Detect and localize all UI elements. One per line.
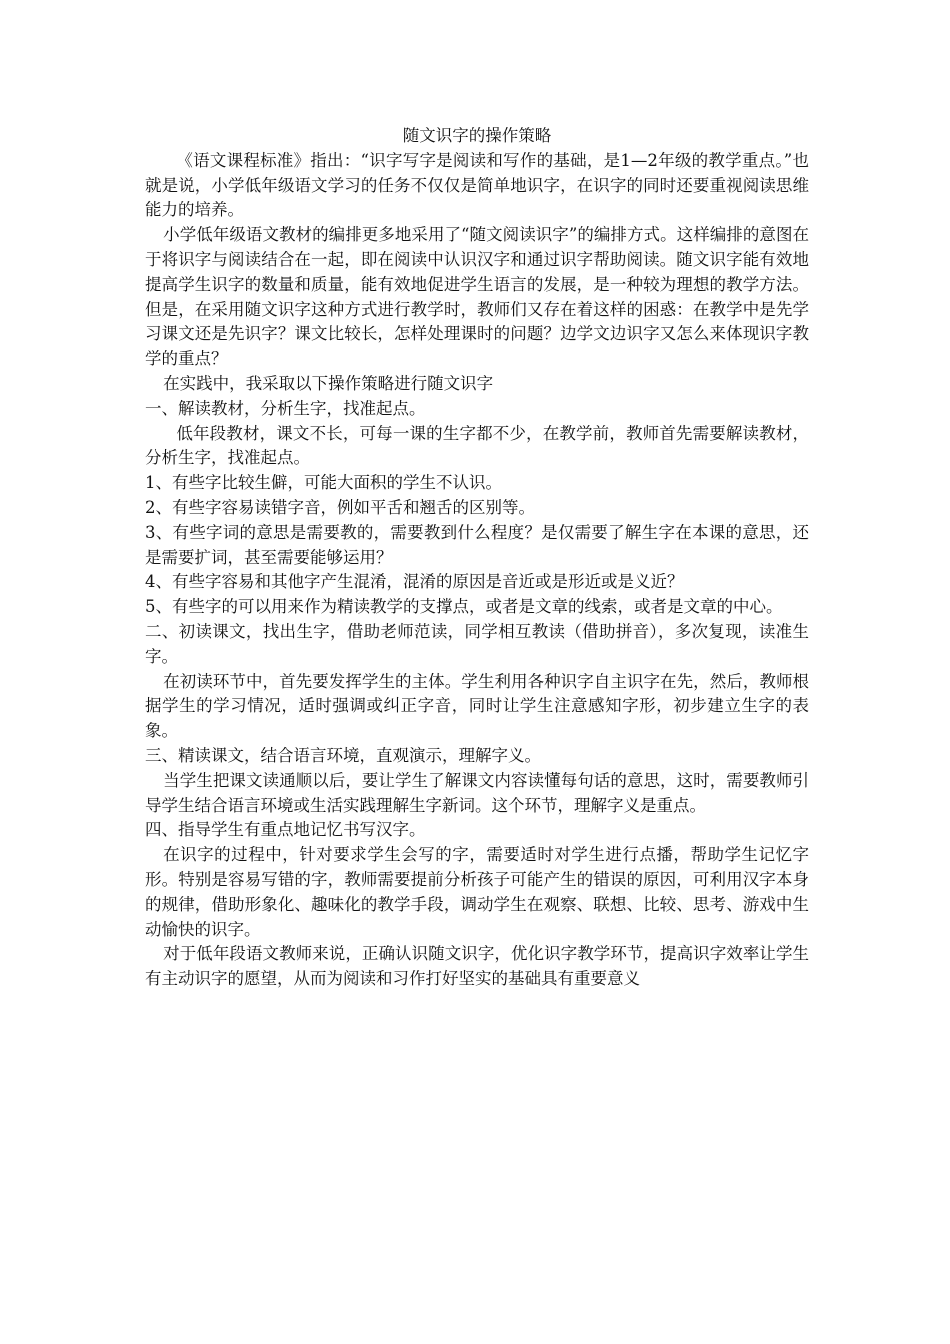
list-item-4: 4、有些字容易和其他字产生混淆，混淆的原因是音近或是形近或是义近？ bbox=[145, 572, 684, 592]
paragraph-section-2: 在初读环节中，首先要发挥学生的主体。学生利用各种识字自主识字在先，然后，教师根据学生的学习情况，适时强调或纠正字音，同时让学生注意感知字形，初步建立生字的表象。 bbox=[145, 671, 809, 741]
section-heading-2: 二、初读课文，找出生字，借助老师范读，同学相互教读（借助拼音），多次复现，读准生字。 bbox=[145, 621, 809, 666]
paragraph-intro: 《语文课程标准》指出：“识字写字是阅读和写作的基础，是1—2年级的教学重点。”也就是说，小学低年级语文学习的任务不仅仅是简单地识字，在识字的同时还要重视阅读思维能力的培养。 bbox=[145, 150, 809, 220]
paragraph-conclusion: 对于低年段语文教师来说，正确认识随文识字，优化识字教学环节，提高识字效率让学生有主动识字的愿望，从而为阅读和习作打好坚实的基础具有重要意义 bbox=[145, 944, 809, 989]
list-item-2: 2、有些字容易读错字音，例如平舌和翘舌的区别等。 bbox=[145, 497, 535, 517]
list-item-1: 1、有些字比较生僻，可能大面积的学生不认识。 bbox=[145, 473, 502, 493]
list-item-3: 3、有些字词的意思是需要教的，需要教到什么程度？是仅需要了解生字在本课的意思，还是需要扩词，甚至需要能够运用？ bbox=[145, 522, 809, 567]
document-title: 随文识字的操作策略 bbox=[402, 126, 552, 145]
paragraph-section-3: 当学生把课文读通顺以后，要让学生了解课文内容读懂每句话的意思，这时，需要教师引导学生结合语言环境或生活实践理解生字新词。这个环节，理解字义是重点。 bbox=[145, 770, 809, 815]
section-heading-4: 四、指导学生有重点地记忆书写汉字。 bbox=[145, 820, 426, 840]
paragraph-section-1: 低年段教材，课文不长，可每一课的生字都不少，在教学前，教师首先需要解读教材，分析生字，找准起点。 bbox=[145, 423, 809, 468]
paragraph-practice: 在实践中，我采取以下操作策略进行随文识字 bbox=[163, 373, 494, 393]
section-heading-1: 一、解读教材，分析生字，找准起点。 bbox=[145, 398, 426, 418]
section-heading-3: 三、精读课文，结合语言环境，直观演示，理解字义。 bbox=[145, 745, 541, 765]
paragraph-background: 小学低年级语文教材的编排更多地采用了“随文阅读识字”的编排方式。这样编排的意图在于将识字与阅读结合在一起，即在阅读中认识汉字和通过识字帮助阅读。随文识字能有效地提高学生识字的数量和质量，能有效地促进学生语言的发展，是一种较为理想的教学方法。但是，在采用随文识字这种方式进行教学时，教师们又存在着这样的困惑：在教学中是先学习课文还是先识字？课文比较长，怎样处理课时的问题？边学文边识字又怎么来体现识字教学的重点？ bbox=[145, 225, 809, 369]
list-item-5: 5、有些字的可以用来作为精读教学的支撑点，或者是文章的线索，或者是文章的中心。 bbox=[145, 597, 783, 617]
document-page bbox=[145, 124, 809, 992]
paragraph-section-4: 在识字的过程中，针对要求学生会写的字，需要适时对学生进行点播，帮助学生记忆字形。特别是容易写错的字，教师需要提前分析孩子可能产生的错误的原因，可利用汉字本身的规律，借助形象化、趣味化的教学手段，调动学生在观察、联想、比较、思考、游戏中生动愉快的识字。 bbox=[145, 845, 809, 939]
